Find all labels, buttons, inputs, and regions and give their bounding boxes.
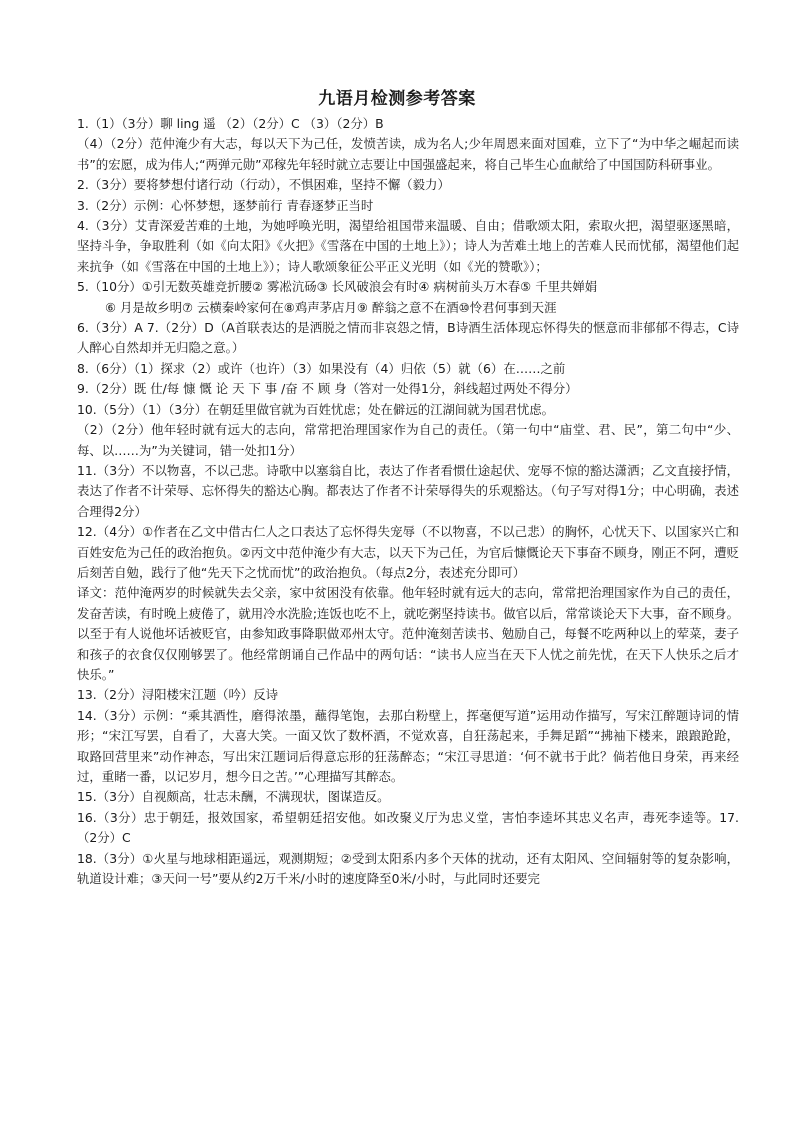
answer-line: 5.（10分）①引无数英雄竞折腰② 雾凇沆砀③ 长风破浪会有时④ 病树前头万木春⑤ 千里共婵娟 <box>77 279 598 295</box>
answer-line: 3.（2分）示例：心怀梦想，逐梦前行 青春逐梦正当时 <box>77 197 374 213</box>
answer-line: 9.（2分）既 仕/每 慷 慨 论 天 下 事 /奋 不 顾 身（答对一处得1分，斜线超过两处不得分） <box>77 381 578 397</box>
answer-line: 2.（3分）要将梦想付诸行动（行动），不惧困难，坚持不懈（毅力） <box>77 177 450 193</box>
answer-line: 4.（3分）艾青深爱苦难的土地，为她呼唤光明，渴望给祖国带来温暖、自由；借歌颂太阳，索取火把，渴望驱逐黑暗，坚持斗争，争取胜利（如《向太阳》《火把》《雪落在中国的土地上》）；诗人为苦难土地上的苦难人民而忧郁，渴望他们起来抗争（如《雪落在中国的土地上》）；诗人歌颂象征公平正义光明（如《光的赞歌》）； <box>77 218 739 274</box>
answer-line: （4）（2分）范仲淹少有大志，每以天下为己任，发愤苦读，成为名人;少年周恩来面对国难，立下了“为中华之崛起而读书”的宏愿，成为伟人;“两弹元勋”邓稼先年轻时就立志要让中国强盛起来，将自己毕生心血献给了中国国防科研事业。 <box>77 136 739 172</box>
answer-line: 8.（6分）（1）探求（2）或许（也许）（3）如果没有（4）归依（5）就（6）在……之前 <box>77 360 566 376</box>
answer-line: 1.（1）（3分）聊 ling 遥 （2）（2分）C （3）（2分）B <box>77 116 384 131</box>
page-title: 九语月检测参考答案 <box>318 89 476 109</box>
answer-line: 16.（3分）忠于朝廷，报效国家，希望朝廷招安他。如改聚义厅为忠义堂，害怕李逵坏其忠义名声，毒死李逵等。17.（2分）C <box>77 809 739 846</box>
answer-line: 14.（3分）示例：“乘其酒性，磨得浓墨，蘸得笔饱，去那白粉壁上，挥毫便写道”运用动作描写，写宋江醉题诗词的情形；“宋江写罢，自看了，大喜大笑。一面又饮了数杯酒，不觉欢喜，自狂荡起来，手舞足蹈”“拂袖下楼来，踉踉跄跄，取路回营里来”动作神态，写出宋江题词后得意忘形的狂荡醉态；“宋江寻思道：‘何不就书于此？倘若他日身荣，再来经过，重睹一番，以记岁月，想今日之苦。’”心理描写其醉态。 <box>77 707 739 784</box>
translation-paragraph: 译文：范仲淹两岁的时候就失去父亲，家中贫困没有依靠。他年轻时就有远大的志向，常常把治理国家作为自己的责任，发奋苦读，有时晚上疲倦了，就用冷水洗脸;连饭也吃不上，就吃粥坚持读书。做官以后，常常谈论天下大事，奋不顾身。以至于有人说他坏话被贬官，由参知政事降职做邓州太守。范仲淹刻苦读书、勉励自己，每餐不吃两种以上的荤菜，妻子和孩子的衣食仅仅刚够罢了。他经常朗诵自己作品中的两句话：“读书人应当在天下人忧之前先忧，在天下人快乐之后才快乐。” <box>77 585 739 682</box>
answer-line: 10.（5分）（1）（3分）在朝廷里做官就为百姓忧虑；处在僻远的江湖间就为国君忧虑。 <box>77 401 555 417</box>
answer-line: 15.（3分）自视颇高，壮志未酬，不满现状，图谋造反。 <box>77 789 390 805</box>
answer-content <box>77 114 739 889</box>
answer-line: 13.（2分）浔阳楼宋江题（吟）反诗 <box>77 687 279 703</box>
answer-line: ⑥ 月是故乡明⑦ 云横秦岭家何在⑧鸡声茅店月⑨ 醉翁之意不在酒⑩怜君何事到天涯 <box>105 299 557 315</box>
answer-line: 18.（3分）①火星与地球相距遥远，观测期短；②受到太阳系内多个天体的扰动，还有太阳风、空间辐射等的复杂影响，轨道设计难；③天问一号”要从约2万千米/小时的速度降至0米/小时，与此同时还要完 <box>77 850 739 887</box>
answer-line: 11.（3分）不以物喜，不以己悲。诗歌中以塞翁自比，表达了作者看惯仕途起伏、宠辱不惊的豁达潇洒；乙文直接抒情，表达了作者不计荣辱、忘怀得失的豁达心胸。都表达了作者不计荣辱得失的乐观豁达。（句子写对得1分；中心明确，表述合理得2分） <box>77 462 739 519</box>
answer-line: （2）（2分）他年轻时就有远大的志向，常常把治理国家作为自己的责任。（第一句中“庙堂、君、民”，第二句中“少、每、以……为”为关键词，错一处扣1分） <box>77 422 739 458</box>
answer-line: 6.（3分）A 7.（2分）D（A首联表达的是洒脱之情而非哀怨之情，B诗酒生活体现忘怀得失的惬意而非郁郁不得志，C诗人醉心自然却并无归隐之意。） <box>77 320 739 356</box>
answer-line: 12.（4分）①作者在乙文中借古仁人之口表达了忘怀得失宠辱（不以物喜，不以己悲）的胸怀，心忧天下、以国家兴亡和百姓安危为己任的政治抱负。②丙文中范仲淹少有大志，以天下为己任，为官后慷慨论天下事奋不顾身，刚正不阿，遭贬后刻苦自勉，践行了他“先天下之忧而忧”的政治抱负。（每点2分，表述充分即可） <box>77 524 739 580</box>
